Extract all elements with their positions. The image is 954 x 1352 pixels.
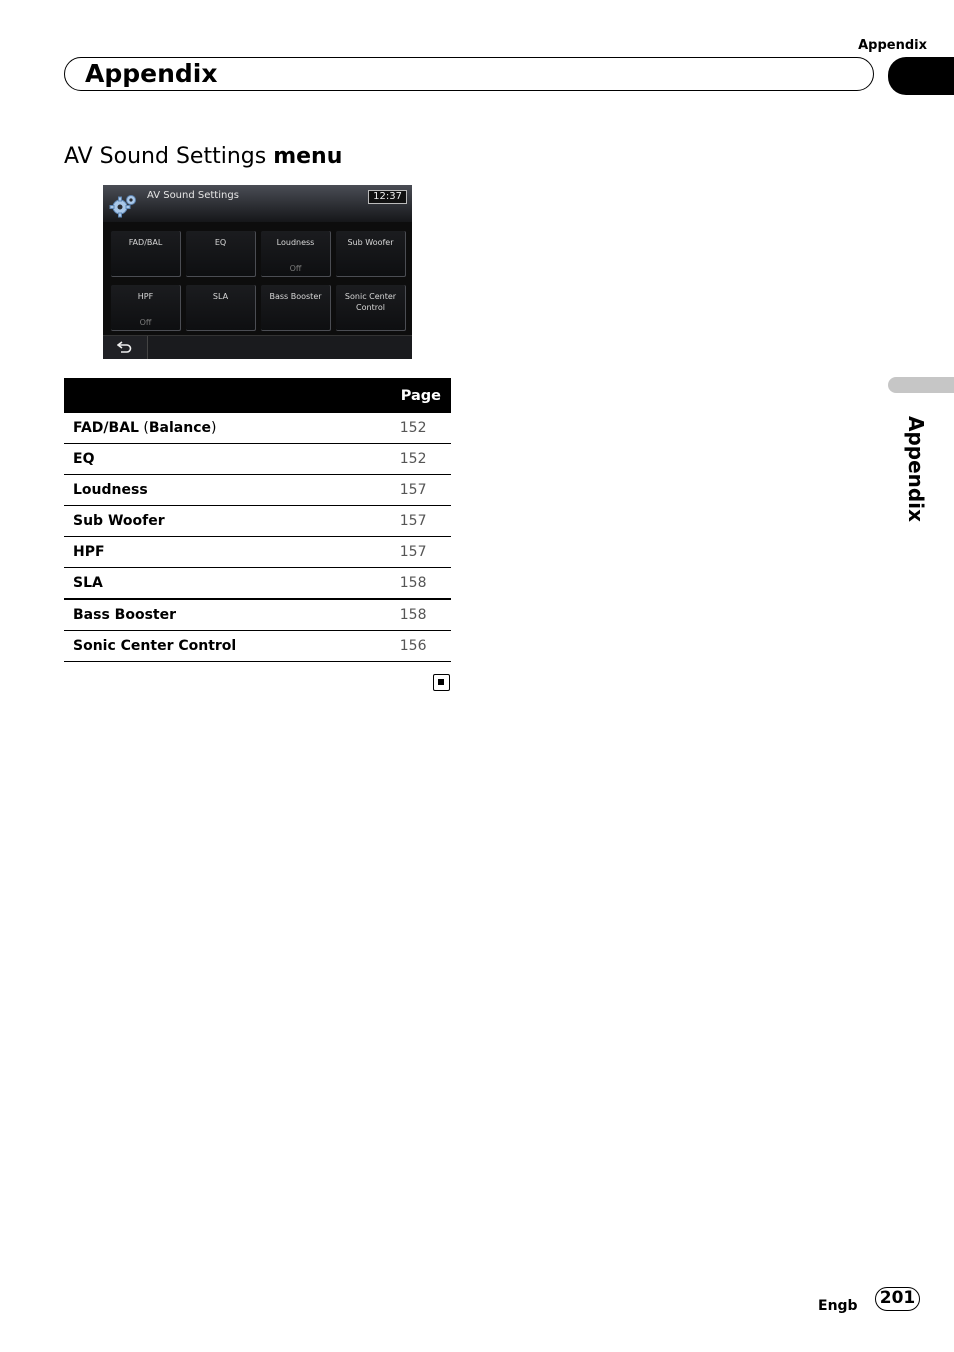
table-row — [64, 631, 451, 662]
menu-page-table — [64, 378, 451, 662]
side-tab-label: Appendix — [904, 416, 928, 522]
table-header-page: Page — [400, 378, 451, 413]
footer-language: Engb — [818, 1298, 858, 1314]
tile-label: HPF — [137, 292, 154, 301]
table-row — [64, 568, 451, 600]
tile-sla[interactable] — [186, 285, 256, 331]
screen-header — [103, 185, 412, 222]
table-row — [64, 413, 451, 444]
tile-label: EQ — [214, 238, 227, 247]
gear-icon — [109, 192, 139, 218]
row-page: 158 — [400, 599, 451, 631]
row-name — [64, 413, 400, 444]
row-name: Loudness — [64, 475, 400, 506]
row-page: 157 — [400, 506, 451, 537]
clock: 12:37 — [368, 190, 407, 204]
table-row — [64, 537, 451, 568]
page-number: 201 — [875, 1287, 920, 1311]
row-name-paren-text: Balance — [148, 420, 211, 436]
tile-fad-bal[interactable] — [111, 231, 181, 277]
row-page: 158 — [400, 568, 451, 600]
table-header-name — [64, 378, 400, 413]
row-page: 157 — [400, 475, 451, 506]
table-row — [64, 475, 451, 506]
tile-label: Loudness — [276, 238, 315, 247]
page-title-bold: menu — [273, 144, 343, 169]
page-title-regular: AV Sound Settings — [64, 144, 267, 169]
tile-value: Off — [289, 264, 302, 273]
row-name: SLA — [64, 568, 400, 600]
table-row — [64, 444, 451, 475]
tile-label: SLA — [212, 292, 229, 301]
tile-label: Bass Booster — [269, 292, 322, 301]
section-title: Appendix — [85, 59, 218, 88]
row-name: EQ — [64, 444, 400, 475]
table-row — [64, 506, 451, 537]
back-button[interactable] — [103, 336, 148, 359]
tile-label: Sonic Center Control — [344, 292, 397, 312]
side-tab-marker — [888, 377, 954, 393]
screen-title: AV Sound Settings — [147, 190, 239, 201]
end-of-section-icon — [433, 674, 450, 691]
row-page: 152 — [400, 444, 451, 475]
row-name-main: FAD/BAL — [73, 420, 139, 436]
row-page: 157 — [400, 537, 451, 568]
section-bar — [64, 57, 874, 91]
row-name: Sub Woofer — [64, 506, 400, 537]
back-arrow-icon — [117, 340, 133, 354]
screen-footer — [103, 335, 412, 359]
row-name: HPF — [64, 537, 400, 568]
tile-sonic-center-control[interactable] — [336, 285, 406, 331]
row-name: Sonic Center Control — [64, 631, 400, 662]
row-name-paren-open: ( — [138, 420, 149, 436]
tile-sub-woofer[interactable] — [336, 231, 406, 277]
tile-label: FAD/BAL — [128, 238, 163, 247]
table-header-row — [64, 378, 451, 413]
page-title — [64, 142, 342, 172]
tile-label: Sub Woofer — [347, 238, 394, 247]
table-row — [64, 599, 451, 631]
tile-loudness[interactable] — [261, 231, 331, 277]
running-head: Appendix — [858, 38, 927, 53]
row-name: Bass Booster — [64, 599, 400, 631]
tile-value: Off — [139, 318, 152, 327]
section-tab-marker — [888, 57, 954, 95]
row-name-paren-close: ) — [211, 420, 217, 436]
tile-eq[interactable] — [186, 231, 256, 277]
row-page: 152 — [400, 413, 451, 444]
av-sound-settings-screenshot — [103, 185, 412, 359]
row-page: 156 — [400, 631, 451, 662]
tile-hpf[interactable] — [111, 285, 181, 331]
tile-bass-booster[interactable] — [261, 285, 331, 331]
